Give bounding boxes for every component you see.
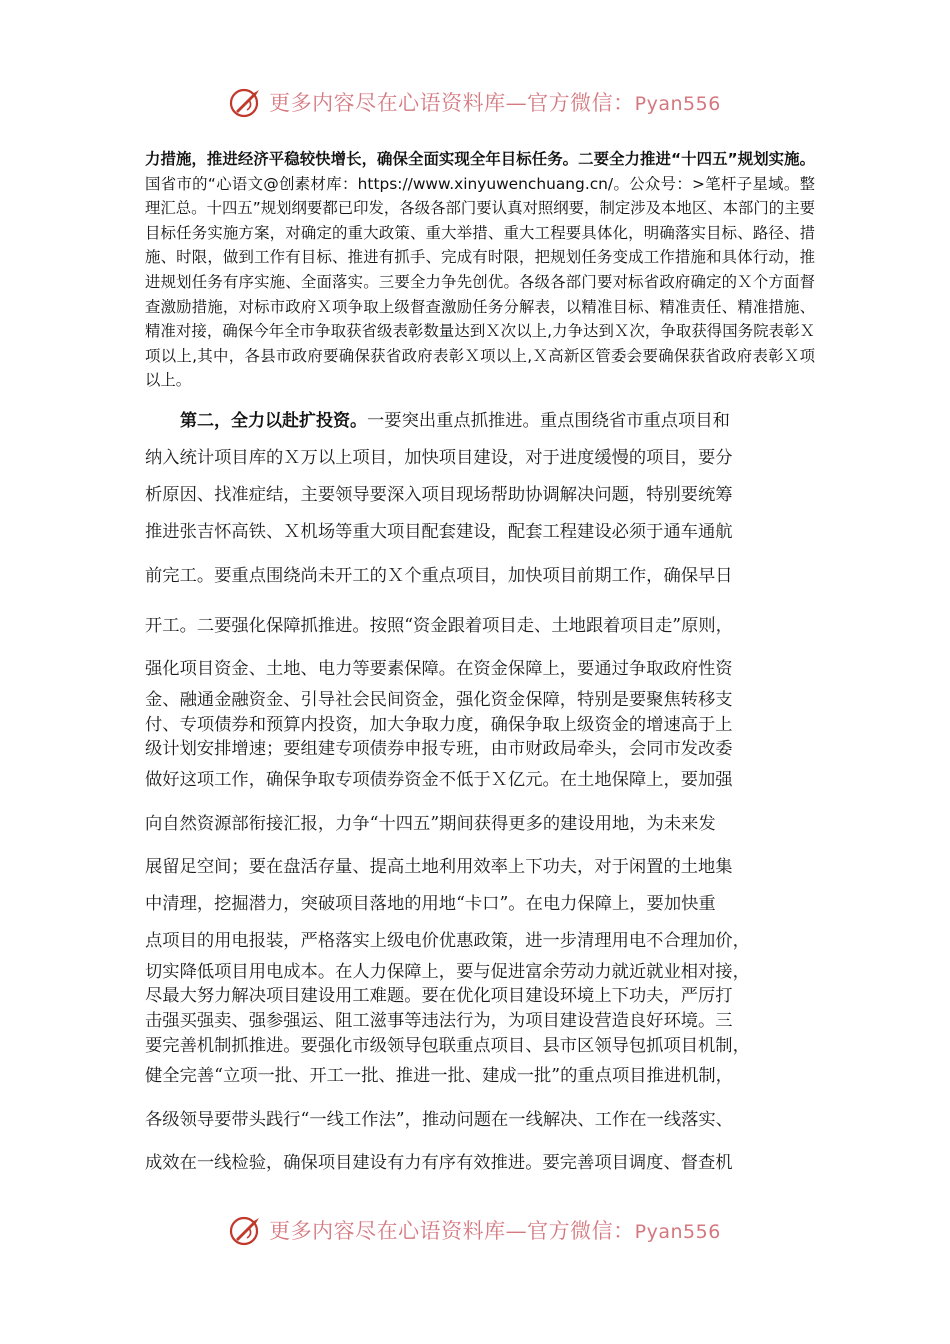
text-line: 推进张吉怀高铁、Ｘ机场等重大项目配套建设，配套工程建设必须于通车通航: [145, 521, 733, 542]
text-line: 击强买强卖、强参强运、阻工滋事等违法行为，为项目建设营造良好环境。三: [145, 1010, 733, 1031]
text-line: 各级领导要带头践行“一线工作法”，推动问题在一线解决、工作在一线落实、: [145, 1110, 733, 1131]
text-line: 点项目的用电报装，严格落实上级电价优惠政策，进一步清理用电不合理加价，: [145, 930, 750, 951]
text-line: 开工。二要强化保障抓推进。按照“资金跟着项目走、土地跟着项目走”原则，: [145, 615, 733, 636]
text-line: 中清理，挖掘潜力，突破项目落地的用地“卡口”。在电力保障上，要加快重: [145, 893, 716, 914]
text-line: 金、融通金融资金、引导社会民间资金，强化资金保障，特别是要聚焦转移支: [145, 689, 733, 710]
text-line: [145, 403, 815, 440]
text-line: 纳入统计项目库的Ｘ万以上项目，加快项目建设，对于进度缓慢的项目，要分: [145, 447, 733, 468]
footer-watermark-banner: [0, 1210, 950, 1250]
text-line: 切实降低项目用电成本。在人力保障上，要与促进富余劳动力就近就业相对接，: [145, 961, 750, 982]
text-line: 付、专项债券和预算内投资，加大争取力度，确保争取上级资金的增速高于上: [145, 714, 733, 735]
text-line: 尽最大努力解决项目建设用工难题。要在优化项目建设环境上下功夫，严厉打: [145, 986, 733, 1007]
document-body: [145, 147, 815, 1182]
banner-wechat-id: Pyan556: [634, 93, 721, 115]
text-line: 级计划安排增速；要组建专项债券申报专班，由市财政局牵头，会同市发改委: [145, 739, 733, 760]
text-line: 成效在一线检验，确保项目建设有力有序有效推进。要完善项目调度、督查机: [145, 1153, 733, 1174]
header-watermark-banner: [0, 82, 950, 122]
text-line: 强化项目资金、土地、电力等要素保障。在资金保障上，要通过争取政府性资: [145, 658, 733, 679]
text-line: 向自然资源部衔接汇报，力争“十四五”期间获得更多的建设用地，为未来发: [145, 813, 716, 834]
banner-wechat-id: Pyan556: [634, 1221, 721, 1243]
text-line: 前完工。要重点围绕尚未开工的Ｘ个重点项目，加快项目前期工作，确保早日: [145, 565, 733, 586]
banner-text-cn: 更多内容尽在心语资料库—官方微信：: [269, 91, 635, 115]
paragraph-1-lead: 力措施，推进经济平稳较快增长，确保全面实现全年目标任务。二要全力推进“十四五”规划实施。: [145, 150, 815, 168]
paragraph-2: [145, 403, 815, 1182]
text-line: 健全完善“立项一批、开工一批、推进一批、建成一批”的重点项目推进机制，: [145, 1066, 733, 1087]
text-line: 要完善机制抓推进。要强化市级领导包联重点项目、县市区领导包抓项目机制，: [145, 1035, 750, 1056]
text-line: 析原因、找准症结，主要领导要深入项目现场帮助协调解决问题，特别要统筹: [145, 484, 733, 505]
pen-circle-logo-icon: [229, 84, 265, 120]
paragraph-1-body: 国省市的“心语文@创素材库：https://www.xinyuwenchuang.cn/。公众号：>笔杆子星域。整理汇总。十四五”规划纲要都已印发，各级各部门要认真对照纲要，制定涉及本地区、本部门的主要目标任务实施方案，对确定的重大政策、重大举措、重大工程要具体化，明确落实目标、路径、措施、时限，做到工作有目标、推进有抓手、完成有时限，把规划任务变成工作措施和具体行动，推进规划任务有序实施、全面落实。三要全力争先创优。各级各部门要对标省政府确定的Ｘ个方面督查激励措施，对标市政府Ｘ项争取上级督查激励任务分解表，以精准目标、精准责任、精准措施、精准对接，确保今年全市争取获省级表彰数量达到Ｘ次以上,力争达到Ｘ次，争取获得国务院表彰Ｘ项以上,其中，各县市政府要确保获省政府表彰Ｘ项以上,Ｘ高新区管委会要确保获省政府表彰Ｘ项以上。: [145, 174, 815, 390]
banner-text: [269, 87, 721, 117]
text-line: 做好这项工作，确保争取专项债券资金不低于Ｘ亿元。在土地保障上，要加强: [145, 769, 733, 790]
section-heading: 第二，全力以赴扩投资。: [180, 410, 367, 431]
text-line: 展留足空间；要在盘活存量、提高土地利用效率上下功夫，对于闲置的土地集: [145, 856, 733, 877]
banner-text: [269, 1215, 721, 1245]
pen-circle-logo-icon: [229, 1212, 265, 1248]
text-line-content: 一要突出重点抓推进。重点围绕省市重点项目和: [367, 410, 730, 431]
banner-text-cn: 更多内容尽在心语资料库—官方微信：: [269, 1219, 635, 1243]
paragraph-1: [145, 147, 815, 393]
